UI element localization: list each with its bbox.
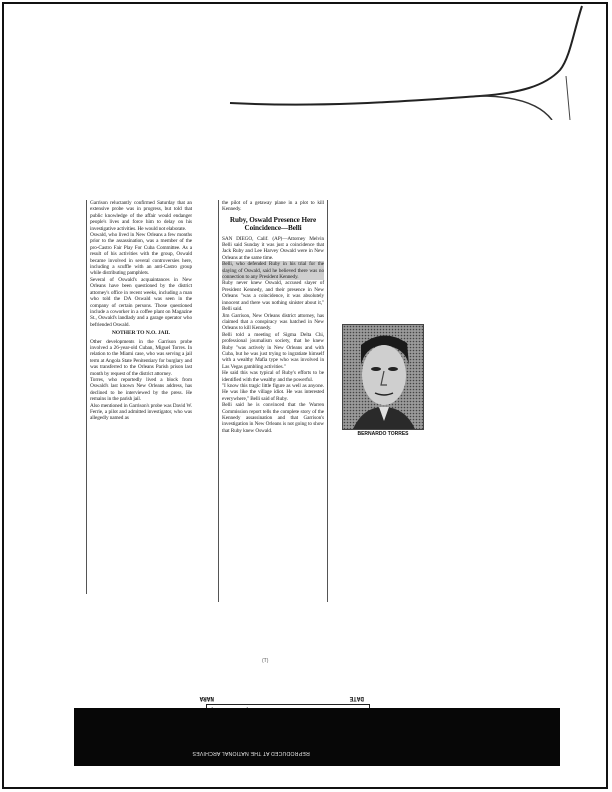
paragraph: Garrison reluctantly confirmed Saturday that an extensive probe was in progress, but told that public knowledge of the affair would endanger people's lives and force him to delay on his investigative activities. He would not elaborate.: [90, 200, 192, 232]
page-number: (T): [262, 658, 269, 664]
article-column-right: [218, 200, 328, 602]
paragraph: the pilot of a getaway plane in a plot to kill Kennedy.: [222, 200, 324, 213]
paragraph: Other developments in the Garrison probe involved a 26-year-old Cuban, Miguel Torres. In relation to the Miami case, who was serving a jail term at Angola State Penitentiary for burglary and was transferred to the Orleans Parish prison last month by request of the district attorney.: [90, 338, 192, 377]
paragraph: Belli told a meeting of Sigma Delta Chi, professional journalism society, that he knew Ruby "was actively in New Orleans and with Cuba, but he was just trying to ingratiate himself with a wealthy Mafia type who was involved in Las Vegas gambling activities.": [222, 331, 324, 370]
release-stamp-nara: NARA: [199, 695, 214, 702]
paragraph: Torres, who reportedly lived a block from Oswald's last known New Orleans address, has declined to be interviewed by the press. He remains in the parish jail.: [90, 376, 192, 403]
highlighted-paragraph: Belli, who defended Ruby in his trial for the slaying of Oswald, said he believed there was no connection to any President Kennedy.: [222, 261, 324, 281]
paragraph: "I know this tragic little figure as well as anyone. He was like the village idiot. He was interested everywhere," Belli said of Ruby.: [222, 382, 324, 402]
archive-footer-bar: [74, 708, 560, 766]
subheading: NOTHER TO N.O. JAIL: [111, 330, 171, 337]
portrait-photo: [342, 324, 424, 430]
paragraph: He said this was typical of Ruby's efforts to be identified with the wealthy and the powerful.: [222, 370, 324, 383]
paragraph: Jim Garrison, New Orleans district attorney, has claimed that a conspiracy was hatched in New Orleans to kill Kennedy.: [222, 312, 324, 332]
article-headline: Ruby, Oswald Presence Here Coincidence—Belli: [229, 215, 317, 233]
paragraph: Oswald, who lived in New Orleans a few months prior to the assassination, was a member of the pro-Castro Fair Play For Cuba Committee. As a result of his activities with the group, Oswald became involved in several controversies here, including a scuffle with an anti-Castro group while distributing pamphlets.: [90, 232, 192, 277]
paragraph: SAN DIEGO, Calif. (AP)—Attorney Melvin Belli said Sunday it was just a coincidence that Jack Ruby and Lee Harvey Oswald were in New Orleans at the same time.: [222, 235, 324, 261]
article-column-left: [86, 200, 192, 594]
photo-caption: BERNARDO TORRES: [357, 431, 409, 437]
release-stamp-date: DATE: [349, 695, 364, 702]
paragraph: Ruby never knew Oswald, accused slayer of President Kennedy, and their presence in New Orleans "was a coincidence, it was absolutely innocent and there was nothing sinister about it," Belli said.: [222, 280, 324, 313]
page-curl-shadow: [0, 0, 612, 120]
paragraph: Also mentioned in Garrison's probe was David W. Ferrie, a pilot and admitted investigator, who was allegedly named as: [90, 402, 192, 422]
paragraph: Belli said he is convinced that the Warren Commission report tells the complete story of the Kennedy assassination and that Garrison's investigation in New Orleans is not going to show that Ruby knew Oswald.: [222, 402, 324, 434]
archive-footer-text: REPRODUCED AT THE NATIONAL ARCHIVES: [192, 750, 310, 756]
paragraph: Several of Oswald's acquaintances in New Orleans have been questioned by the district attorney's office in recent weeks, including a man who told the DA Oswald was seen in the company of certain persons. Those questioned include a coworker in a coffee plant on Magazine St., Oswald's landlady and a garage operator who befriended Oswald.: [90, 276, 192, 328]
